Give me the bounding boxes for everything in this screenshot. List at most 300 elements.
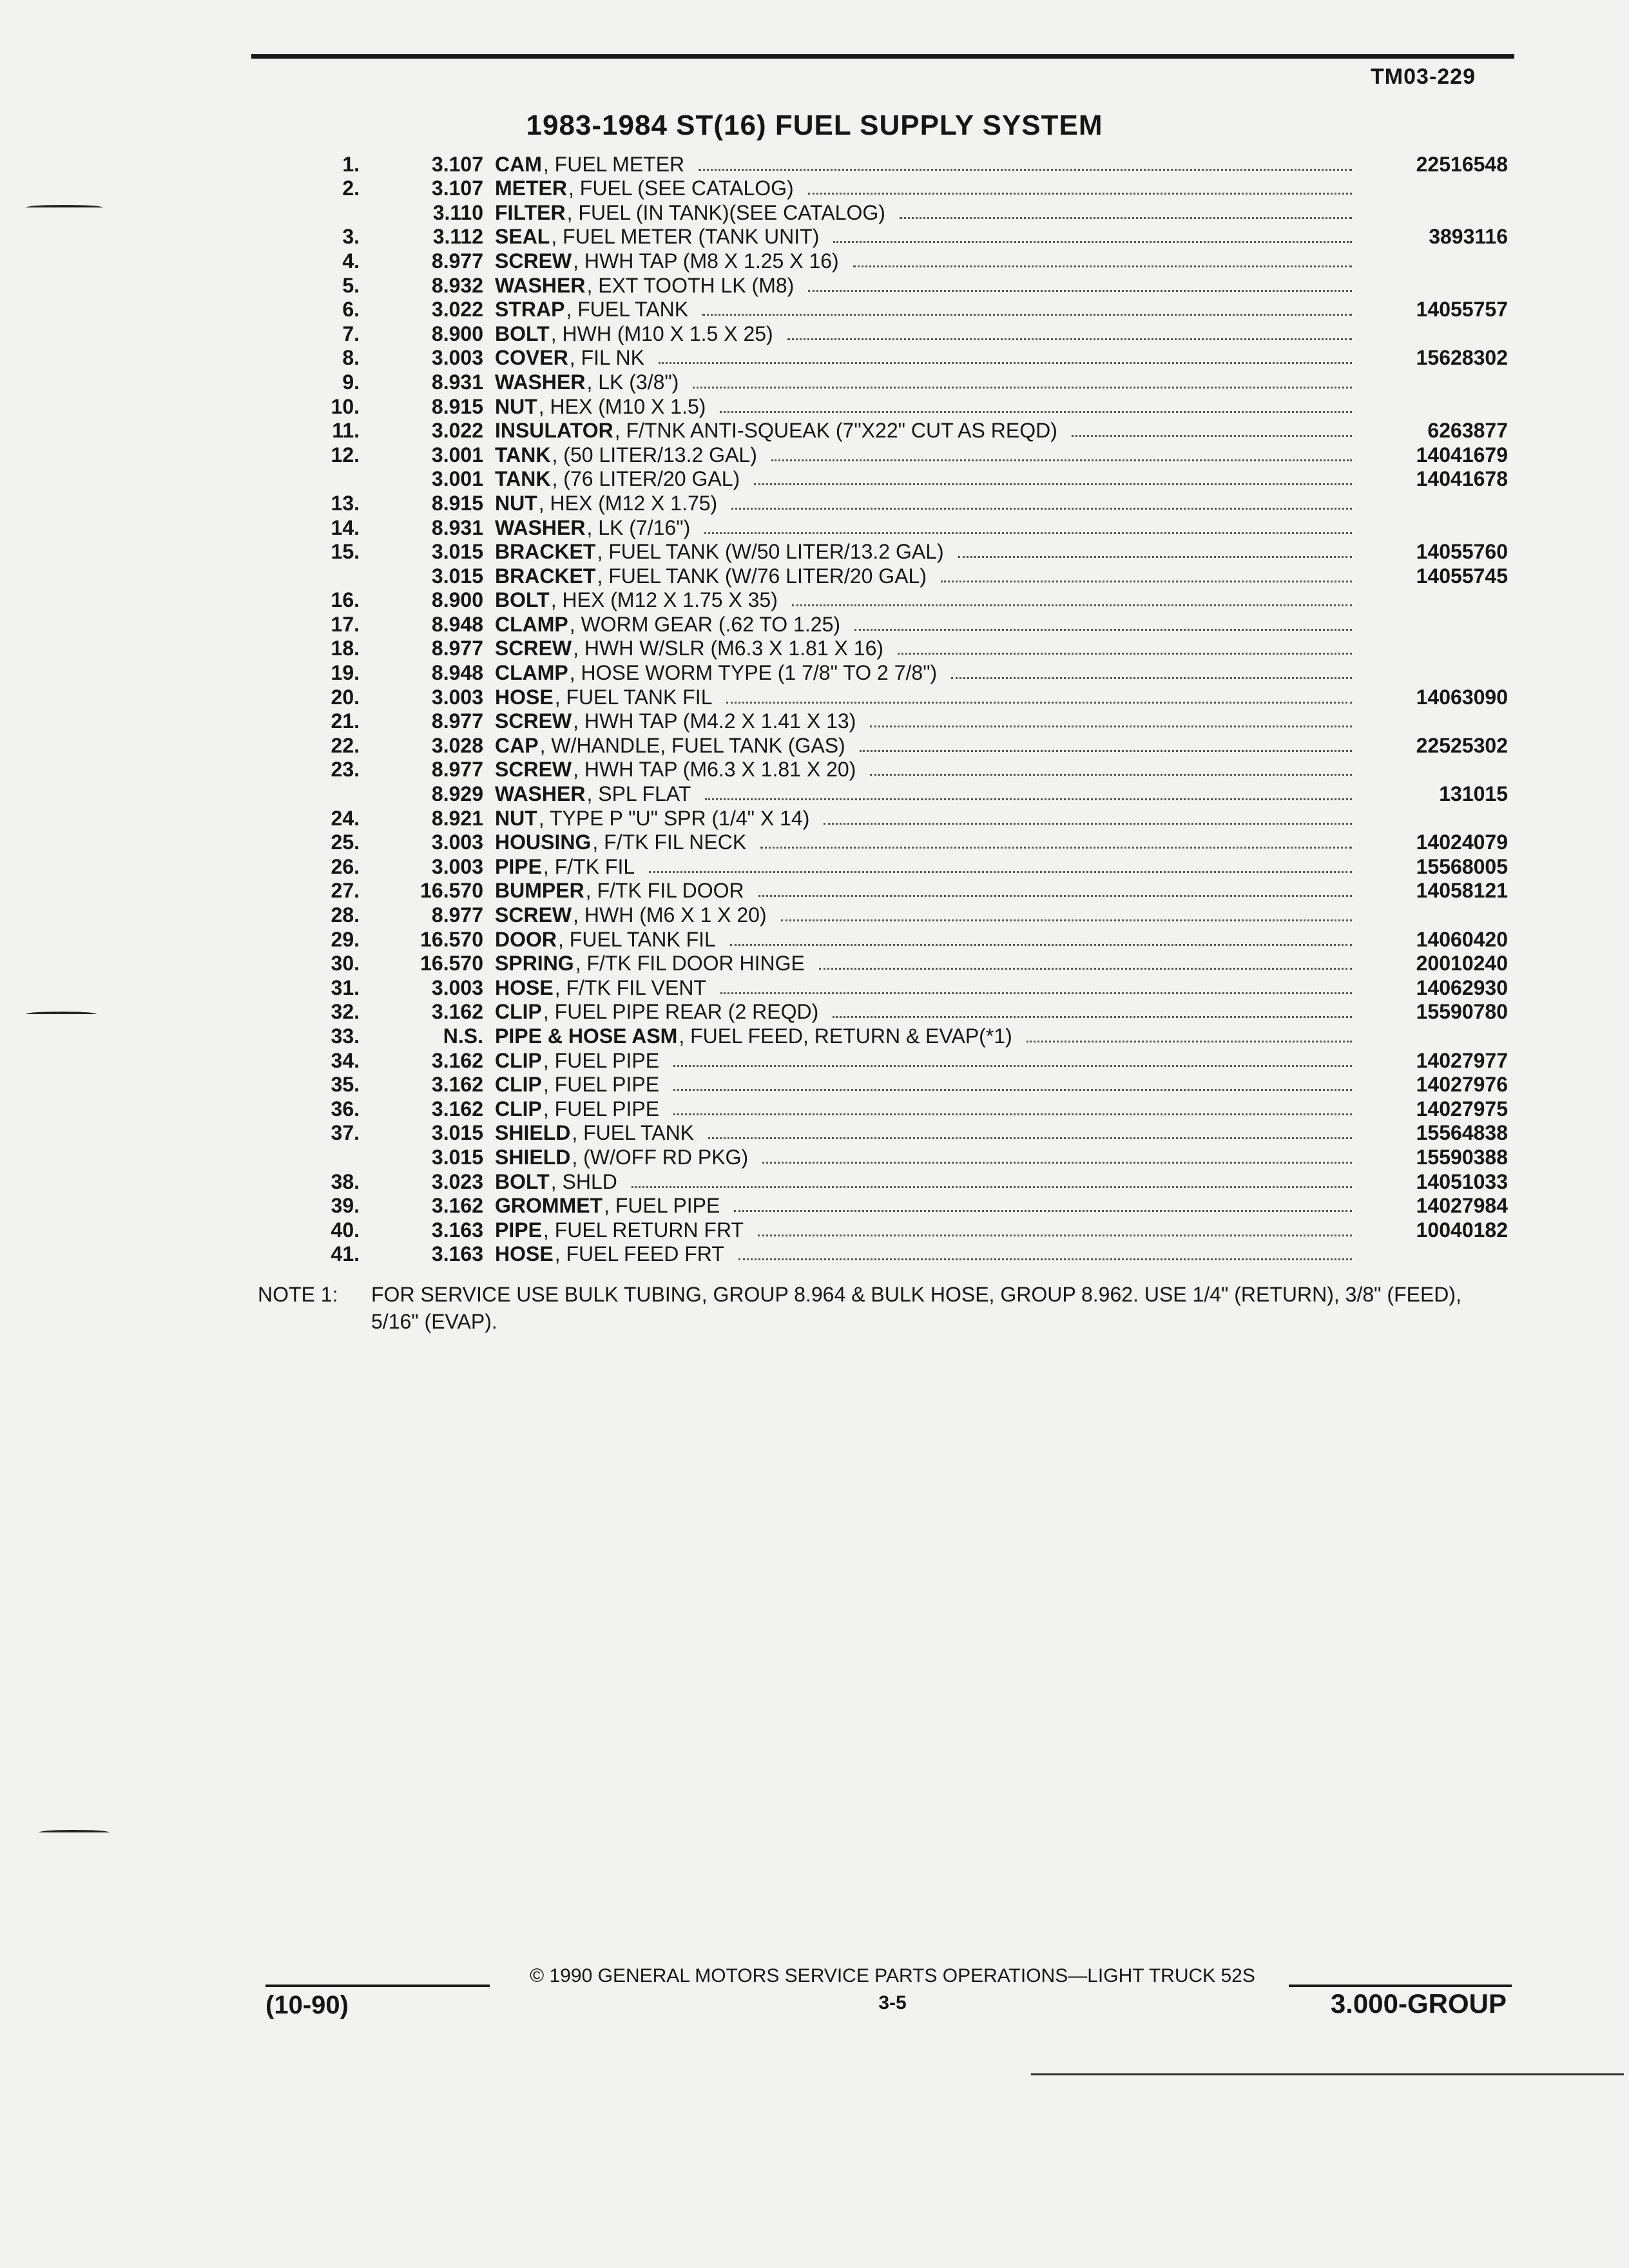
group-number: 8.977 — [431, 758, 483, 782]
item-number: 9. — [342, 370, 360, 394]
group-number: 8.977 — [431, 903, 483, 927]
dot-leader — [734, 1194, 1352, 1212]
part-spec: , LK (3/8") — [586, 370, 679, 394]
item-number: 22. — [331, 733, 360, 757]
part-spec: , FUEL RETURN FRT — [543, 1218, 744, 1242]
part-spec: , FUEL TANK (W/76 LITER/20 GAL) — [597, 564, 927, 588]
item-number: 20. — [331, 685, 360, 709]
part-name: DOOR — [495, 927, 557, 951]
part-row — [284, 298, 1508, 322]
item-number: 33. — [331, 1024, 360, 1048]
group-number: 3.162 — [431, 1000, 483, 1024]
part-row — [284, 1000, 1508, 1024]
part-description — [495, 467, 1366, 491]
group-number: 3.163 — [431, 1242, 483, 1266]
part-row — [284, 419, 1508, 443]
part-name: CAP — [495, 733, 539, 757]
part-description — [495, 903, 1366, 927]
dot-leader — [726, 686, 1352, 704]
part-name: SPRING — [495, 952, 574, 975]
part-row — [284, 249, 1508, 273]
part-name: SHIELD — [495, 1145, 571, 1169]
item-number: 3. — [342, 225, 360, 249]
dot-leader — [1072, 419, 1352, 437]
part-spec: , HWH TAP (M8 X 1.25 X 16) — [573, 249, 839, 273]
part-number: 15564838 — [1416, 1121, 1508, 1145]
part-number: 10040182 — [1416, 1218, 1508, 1242]
part-row — [284, 831, 1508, 855]
part-spec: , FUEL METER — [543, 152, 685, 176]
part-row — [284, 564, 1508, 588]
part-number: 14051033 — [1416, 1169, 1508, 1193]
part-description — [495, 637, 1366, 660]
part-description — [495, 734, 1366, 758]
group-number: N.S. — [443, 1024, 483, 1048]
revision-date: (10-90) — [265, 1991, 349, 2019]
part-name: NUT — [495, 491, 537, 515]
part-spec: , HEX (M12 X 1.75) — [538, 491, 718, 515]
item-number: 36. — [331, 1097, 360, 1120]
group-number: 3.003 — [431, 854, 483, 878]
group-number: 8.915 — [431, 394, 483, 418]
part-name: BRACKET — [495, 540, 596, 564]
footer-rule-right — [1289, 1984, 1512, 1987]
part-row — [284, 1218, 1508, 1242]
dot-leader — [819, 952, 1352, 970]
part-name: HOSE — [495, 685, 554, 709]
part-spec: , (50 LITER/13.2 GAL) — [552, 443, 757, 466]
parts-list — [284, 152, 1508, 1266]
part-number: 14055757 — [1416, 298, 1508, 322]
part-description — [495, 879, 1366, 903]
part-description — [495, 177, 1366, 200]
part-spec: , FUEL FEED FRT — [554, 1242, 724, 1266]
dot-leader — [705, 782, 1352, 800]
group-number: 8.900 — [431, 322, 483, 345]
part-name: GROMMET — [495, 1194, 603, 1218]
copyright-text: © 1990 GENERAL MOTORS SERVICE PARTS OPERATIONS—LIGHT TRUCK 52S — [530, 1965, 1255, 1986]
part-description — [495, 492, 1366, 515]
group-number: 3.003 — [431, 831, 483, 854]
part-description — [495, 1194, 1366, 1218]
item-number: 34. — [331, 1048, 360, 1072]
dot-leader — [824, 807, 1352, 825]
item-number: 5. — [342, 273, 360, 297]
dot-leader — [951, 661, 1352, 679]
part-spec: , HEX (M10 X 1.5) — [538, 394, 706, 418]
part-row — [284, 491, 1508, 515]
item-number: 15. — [331, 540, 360, 564]
dot-leader — [704, 516, 1352, 534]
dot-leader — [693, 370, 1352, 389]
dot-leader — [699, 153, 1352, 171]
part-row — [284, 200, 1508, 225]
group-number: 16.570 — [420, 879, 483, 903]
part-spec: , HWH W/SLR (M6.3 X 1.81 X 16) — [573, 637, 884, 660]
part-row — [284, 1048, 1508, 1073]
item-number: 24. — [331, 806, 360, 830]
part-name: CAM — [495, 152, 542, 176]
part-description — [495, 1146, 1366, 1169]
dot-leader — [833, 225, 1352, 243]
part-row — [284, 612, 1508, 637]
part-name: WASHER — [495, 273, 586, 297]
part-row — [284, 879, 1508, 903]
part-row — [284, 1097, 1508, 1121]
dot-leader — [730, 928, 1352, 946]
part-spec: , FUEL TANK — [566, 298, 689, 322]
part-description — [495, 516, 1366, 540]
part-row — [284, 1169, 1508, 1194]
item-number: 35. — [331, 1073, 360, 1097]
binder-hole-mark — [26, 205, 103, 210]
group-number: 8.977 — [431, 249, 483, 273]
group-number: 3.001 — [431, 443, 483, 466]
part-number: 15590388 — [1416, 1145, 1508, 1169]
part-description — [495, 225, 1366, 249]
part-spec: , FUEL PIPE — [543, 1097, 660, 1120]
part-number: 15568005 — [1416, 854, 1508, 878]
part-row — [284, 1145, 1508, 1169]
item-number: 32. — [331, 1000, 360, 1024]
part-description — [495, 370, 1366, 394]
part-spec: , FUEL TANK FIL — [558, 927, 716, 951]
page-number: 3-5 — [878, 1992, 907, 2013]
part-name: BRACKET — [495, 564, 596, 588]
part-row — [284, 854, 1508, 879]
part-description — [495, 976, 1366, 1000]
dot-leader — [659, 346, 1352, 364]
dot-leader — [941, 564, 1352, 582]
part-number: 131015 — [1439, 782, 1508, 806]
part-description — [495, 443, 1366, 467]
part-row — [284, 1242, 1508, 1267]
part-description — [495, 298, 1366, 322]
item-number: 16. — [331, 588, 360, 612]
part-description — [495, 1121, 1366, 1145]
part-spec: , FUEL (SEE CATALOG) — [568, 177, 794, 200]
part-description — [495, 1097, 1366, 1121]
part-spec: , WORM GEAR (.62 TO 1.25) — [569, 612, 841, 636]
binder-hole-mark — [26, 1012, 97, 1017]
part-spec: , FUEL PIPE — [543, 1073, 660, 1097]
group-number: 3.022 — [431, 298, 483, 322]
part-description — [495, 274, 1366, 298]
part-description — [495, 613, 1366, 637]
group-number: 3.107 — [431, 152, 483, 176]
dot-leader — [854, 613, 1352, 631]
note-label: NOTE 1: — [258, 1283, 338, 1306]
part-description — [495, 249, 1366, 273]
part-spec: , TYPE P "U" SPR (1/4" X 14) — [538, 806, 810, 830]
part-number: 14062930 — [1416, 975, 1508, 999]
dot-leader — [781, 903, 1352, 921]
part-number: 14055745 — [1416, 564, 1508, 588]
part-number: 14041679 — [1416, 443, 1508, 466]
part-spec: , F/TK FIL DOOR HINGE — [575, 952, 805, 975]
part-row — [284, 1194, 1508, 1218]
part-spec: , F/TK FIL VENT — [554, 975, 706, 999]
part-name: CLIP — [495, 1073, 542, 1097]
part-row — [284, 443, 1508, 467]
dot-leader — [808, 274, 1352, 292]
part-row — [284, 370, 1508, 394]
part-name: BOLT — [495, 322, 550, 345]
dot-leader — [898, 637, 1352, 655]
part-description — [495, 395, 1366, 419]
group-number: 3.015 — [431, 1121, 483, 1145]
part-name: SCREW — [495, 903, 572, 927]
dot-leader — [673, 1049, 1352, 1067]
dot-leader — [754, 467, 1352, 485]
part-description — [495, 661, 1366, 685]
part-description — [495, 807, 1366, 831]
part-spec: , FUEL FEED, RETURN & EVAP(*1) — [679, 1024, 1012, 1048]
group-number: 3.003 — [431, 346, 483, 370]
part-description — [495, 419, 1366, 443]
part-number: 15590780 — [1416, 1000, 1508, 1024]
part-number: 22525302 — [1416, 733, 1508, 757]
part-name: SEAL — [495, 225, 550, 249]
item-number: 12. — [331, 443, 360, 466]
group-number: 8.929 — [431, 782, 483, 806]
group-number: 3.028 — [431, 733, 483, 757]
item-number: 25. — [331, 831, 360, 854]
part-name: BOLT — [495, 1169, 550, 1193]
group-number: 8.977 — [431, 637, 483, 660]
part-name: SHIELD — [495, 1121, 571, 1145]
part-name: INSULATOR — [495, 419, 613, 443]
part-spec: , FUEL TANK (W/50 LITER/13.2 GAL) — [597, 540, 944, 564]
section-group: 3.000-GROUP — [1330, 1988, 1507, 2019]
part-spec: , LK (7/16") — [586, 515, 691, 539]
dot-leader — [870, 758, 1352, 776]
part-spec: , FUEL PIPE — [604, 1194, 720, 1218]
part-description — [495, 1024, 1366, 1048]
part-description — [495, 588, 1366, 612]
part-name: BUMPER — [495, 879, 584, 903]
document-id: TM03-229 — [1371, 64, 1476, 89]
group-number: 8.932 — [431, 273, 483, 297]
part-number: 6263877 — [1427, 419, 1508, 443]
part-spec: , F/TNK ANTI-SQUEAK (7"X22" CUT AS REQD) — [614, 419, 1057, 443]
group-number: 3.110 — [432, 200, 483, 224]
item-number: 8. — [342, 346, 360, 370]
group-number: 8.948 — [431, 612, 483, 636]
item-number: 10. — [331, 394, 360, 418]
part-number: 14041678 — [1416, 467, 1508, 491]
part-description — [495, 928, 1366, 952]
part-name: TANK — [495, 467, 551, 491]
part-description — [495, 952, 1366, 975]
dot-leader — [631, 1170, 1352, 1188]
dot-leader — [720, 395, 1352, 413]
group-number: 3.003 — [431, 975, 483, 999]
part-name: FILTER — [495, 200, 566, 224]
part-number: 14024079 — [1416, 831, 1508, 854]
dot-leader — [870, 709, 1352, 727]
dot-leader — [731, 492, 1352, 510]
dot-leader — [708, 1121, 1352, 1139]
part-row — [284, 806, 1508, 831]
part-number: 14027976 — [1416, 1073, 1508, 1097]
dot-leader — [860, 734, 1352, 752]
part-row — [284, 685, 1508, 709]
part-number: 14055760 — [1416, 540, 1508, 564]
group-number: 3.162 — [431, 1097, 483, 1120]
group-number: 16.570 — [420, 927, 483, 951]
part-spec: , F/TK FIL DOOR — [585, 879, 744, 903]
part-row — [284, 1073, 1508, 1097]
part-name: SCREW — [495, 637, 572, 660]
part-spec: , HWH (M10 X 1.5 X 25) — [550, 322, 773, 345]
part-description — [495, 322, 1366, 346]
group-number: 3.003 — [431, 685, 483, 709]
item-number: 27. — [331, 879, 360, 903]
part-spec: , FUEL METER (TANK UNIT) — [551, 225, 820, 249]
part-description — [495, 831, 1366, 854]
group-number: 8.931 — [431, 370, 483, 394]
top-rule — [251, 54, 1514, 59]
group-number: 8.931 — [431, 515, 483, 539]
part-spec: , F/TK FIL NECK — [592, 831, 747, 854]
dot-leader — [787, 322, 1352, 340]
part-row — [284, 152, 1508, 177]
dot-leader — [760, 831, 1352, 849]
part-row — [284, 660, 1508, 685]
item-number: 30. — [331, 952, 360, 975]
part-description — [495, 153, 1366, 177]
footer-rule-left — [265, 1984, 490, 1987]
item-number: 11. — [332, 419, 360, 443]
part-description — [495, 1049, 1366, 1073]
part-name: PIPE — [495, 1218, 542, 1242]
item-number: 38. — [331, 1169, 360, 1193]
part-row — [284, 273, 1508, 298]
group-number: 8.900 — [431, 588, 483, 612]
item-number: 18. — [331, 637, 360, 660]
part-name: PIPE — [495, 854, 542, 878]
group-number: 3.001 — [431, 467, 483, 491]
item-number: 7. — [342, 322, 360, 345]
part-name: CLAMP — [495, 661, 568, 685]
part-number: 14027977 — [1416, 1048, 1508, 1072]
item-number: 28. — [331, 903, 360, 927]
part-description — [495, 1000, 1366, 1024]
part-row — [284, 515, 1508, 540]
part-row — [284, 782, 1508, 806]
part-number: 14058121 — [1416, 879, 1508, 903]
part-name: NUT — [495, 394, 537, 418]
part-spec: , F/TK FIL — [543, 854, 635, 878]
part-row — [284, 975, 1508, 1000]
part-name: CLIP — [495, 1097, 542, 1120]
part-spec: , HWH (M6 X 1 X 20) — [573, 903, 767, 927]
group-number: 3.162 — [431, 1194, 483, 1218]
bottom-rule — [1031, 2073, 1624, 2075]
part-name: PIPE & HOSE ASM — [495, 1024, 678, 1048]
group-number: 3.162 — [431, 1073, 483, 1097]
item-number: 21. — [331, 709, 360, 733]
item-number: 26. — [331, 854, 360, 878]
dot-leader — [702, 298, 1352, 316]
group-number: 8.977 — [431, 709, 483, 733]
item-number: 39. — [331, 1194, 360, 1218]
part-name: COVER — [495, 346, 568, 370]
part-description — [495, 1218, 1366, 1242]
part-row — [284, 225, 1508, 249]
part-name: TANK — [495, 443, 551, 466]
part-spec: , (W/OFF RD PKG) — [572, 1145, 749, 1169]
part-name: WASHER — [495, 370, 586, 394]
part-description — [495, 709, 1366, 733]
part-row — [284, 733, 1508, 758]
part-row — [284, 540, 1508, 564]
part-number: 22516548 — [1416, 152, 1508, 176]
item-number: 37. — [331, 1121, 360, 1145]
group-number: 8.948 — [431, 661, 483, 685]
dot-leader — [808, 177, 1352, 195]
part-number: 14063090 — [1416, 685, 1508, 709]
dot-leader — [792, 588, 1352, 606]
part-description — [495, 1170, 1366, 1194]
item-number: 31. — [331, 975, 360, 999]
dot-leader — [649, 855, 1352, 873]
dot-leader — [833, 1000, 1352, 1018]
dot-leader — [762, 1146, 1352, 1164]
item-number: 1. — [342, 152, 360, 176]
group-number: 3.022 — [431, 419, 483, 443]
part-description — [495, 758, 1366, 782]
part-spec: , SHLD — [550, 1169, 617, 1193]
group-number: 3.015 — [431, 540, 483, 564]
item-number: 40. — [331, 1218, 360, 1242]
dot-leader — [720, 976, 1352, 994]
dot-leader — [673, 1073, 1352, 1091]
part-spec: , FIL NK — [569, 346, 644, 370]
group-number: 3.162 — [431, 1048, 483, 1072]
group-number: 3.163 — [431, 1218, 483, 1242]
group-number: 3.015 — [431, 1145, 483, 1169]
part-row — [284, 177, 1508, 201]
part-name: CLIP — [495, 1000, 542, 1024]
part-description — [495, 686, 1366, 709]
dot-leader — [958, 540, 1352, 558]
group-number: 8.921 — [431, 806, 483, 830]
part-description — [495, 564, 1366, 588]
part-name: CLAMP — [495, 612, 568, 636]
part-description — [495, 201, 1366, 225]
group-number: 16.570 — [420, 952, 483, 975]
group-number: 3.112 — [432, 225, 483, 249]
part-name: HOSE — [495, 975, 554, 999]
group-number: 8.915 — [431, 491, 483, 515]
part-row — [284, 322, 1508, 346]
part-row — [284, 394, 1508, 419]
part-row — [284, 1121, 1508, 1146]
page-title: 1983-1984 ST(16) FUEL SUPPLY SYSTEM — [526, 110, 1103, 141]
part-name: BOLT — [495, 588, 550, 612]
part-row — [284, 709, 1508, 734]
part-name: STRAP — [495, 298, 565, 322]
binder-hole-mark — [39, 1830, 110, 1835]
dot-leader — [758, 1218, 1352, 1236]
item-number: 17. — [331, 612, 360, 636]
part-name: SCREW — [495, 709, 572, 733]
part-name: METER — [495, 177, 567, 200]
part-spec: , HWH TAP (M6.3 X 1.81 X 20) — [573, 758, 856, 782]
part-spec: , HOSE WORM TYPE (1 7/8" TO 2 7/8") — [569, 661, 938, 685]
